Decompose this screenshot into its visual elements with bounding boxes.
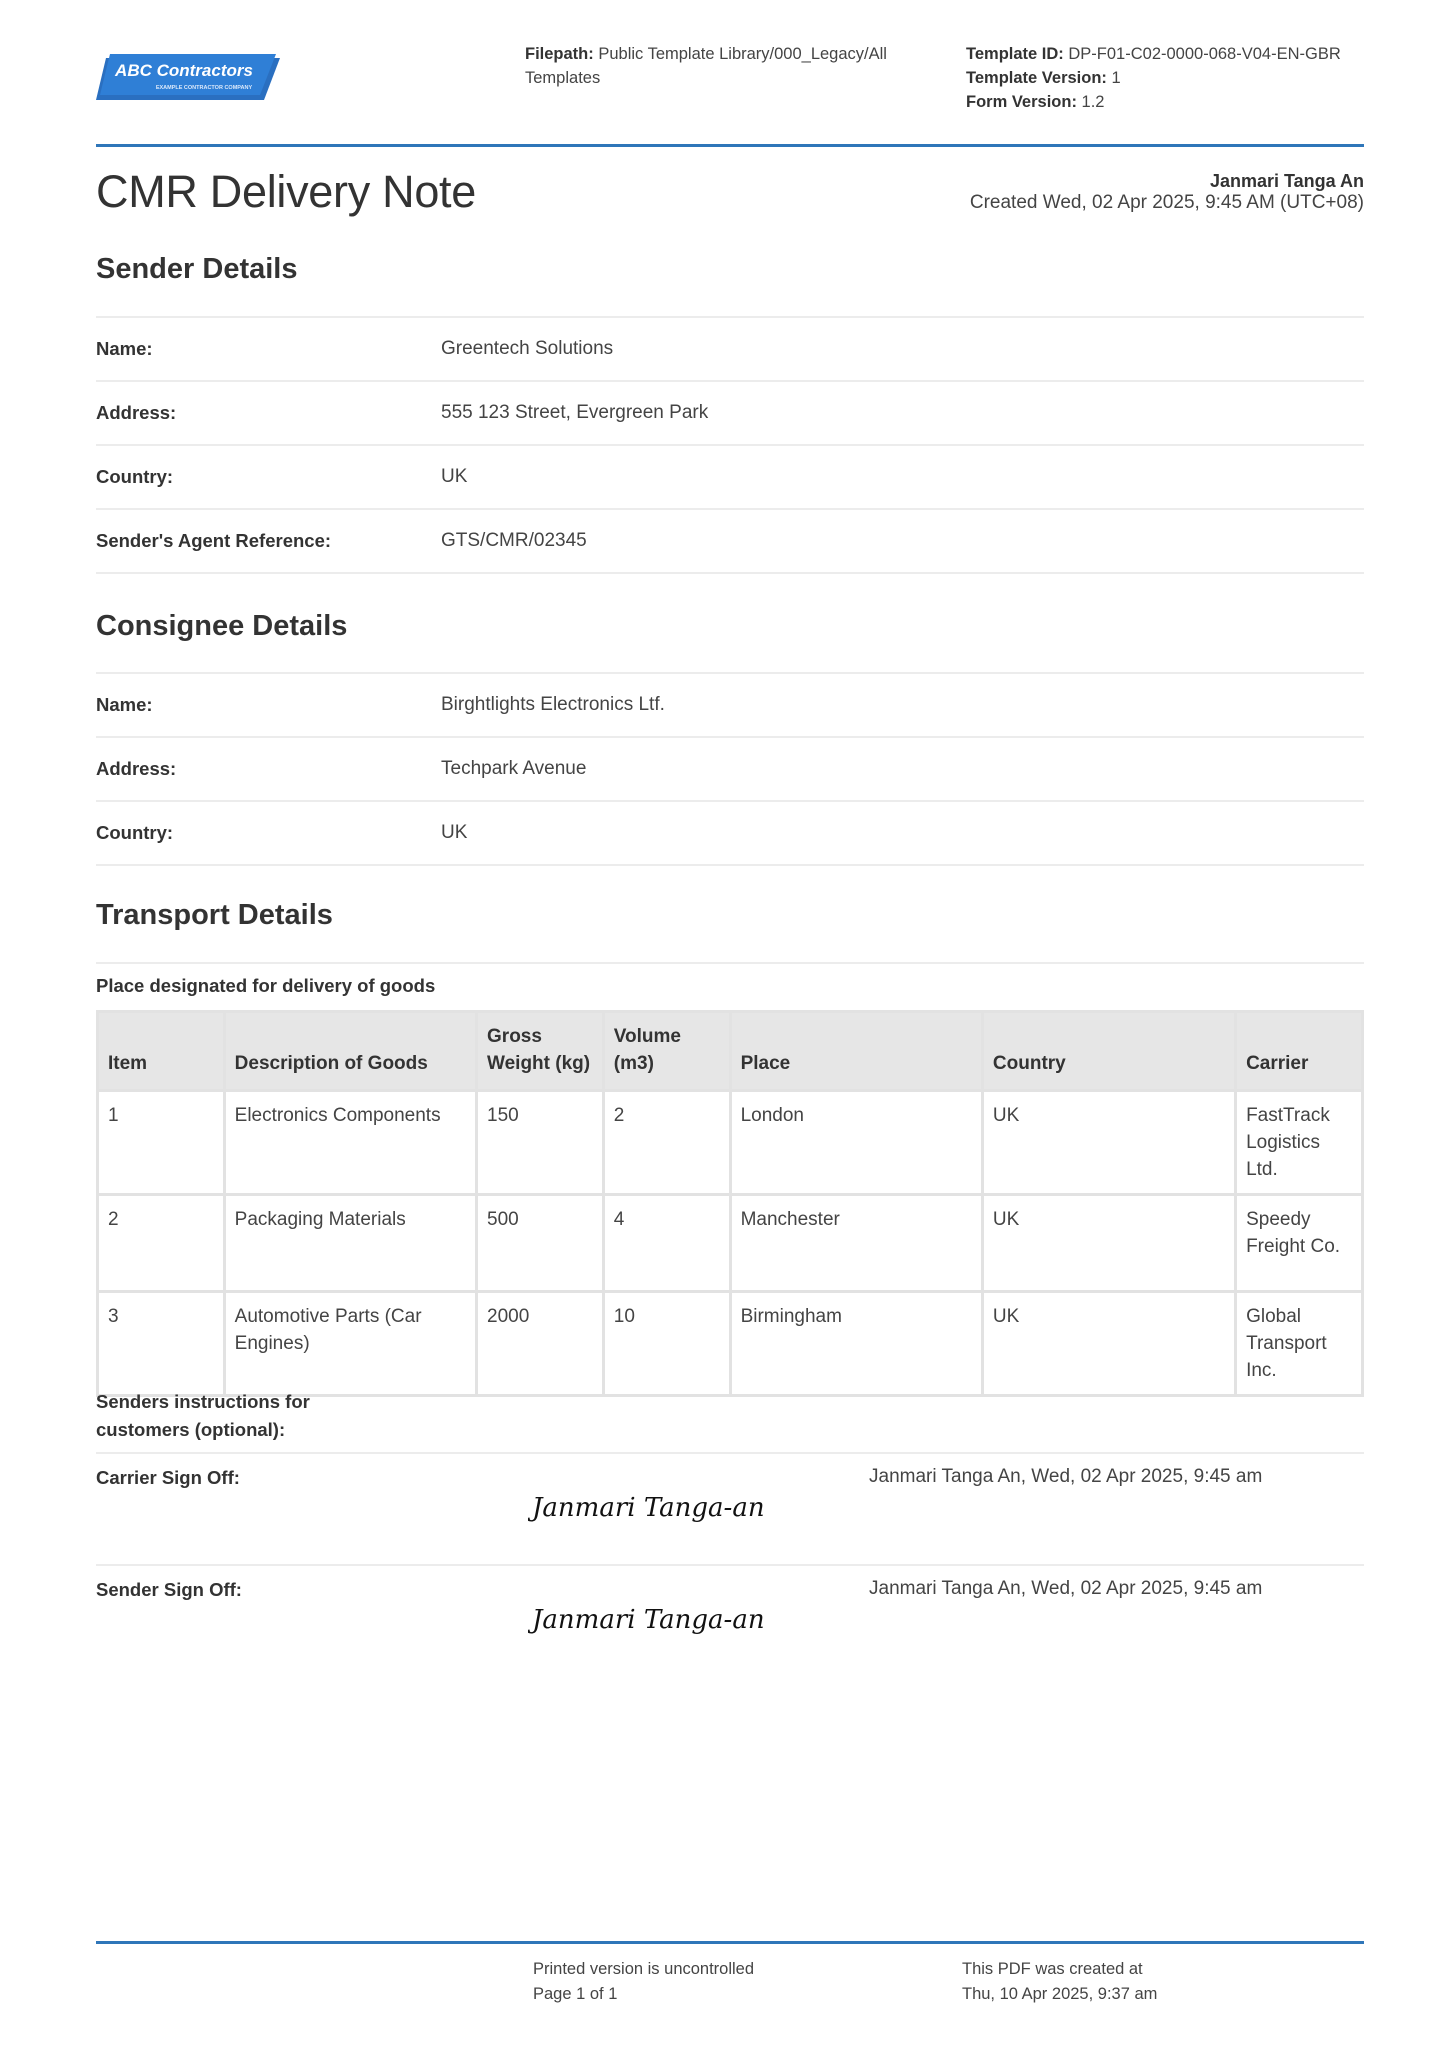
column-header-carrier: Carrier bbox=[1236, 1012, 1363, 1091]
author-name: Janmari Tanga An bbox=[1209, 171, 1364, 191]
goods-table-header bbox=[98, 1012, 1363, 1091]
cell-item: 2 bbox=[98, 1195, 225, 1292]
template-id-label: Template ID: bbox=[966, 45, 1064, 63]
column-header-description: Description of Goods bbox=[224, 1012, 476, 1091]
delivery-place-subheading: Place designated for delivery of goods bbox=[96, 975, 436, 996]
transport-divider bbox=[96, 962, 1364, 964]
column-header-place: Place bbox=[730, 1012, 982, 1091]
form-version-value: 1.2 bbox=[1081, 93, 1105, 111]
cell-carrier: FastTrack Logistics Ltd. bbox=[1236, 1091, 1363, 1195]
sender-heading: Sender Details bbox=[96, 253, 298, 285]
transport-heading: Transport Details bbox=[96, 899, 333, 931]
cell-description: Automotive Parts (Car Engines) bbox=[224, 1292, 476, 1396]
field-value: UK bbox=[441, 822, 468, 843]
cell-description: Electronics Components bbox=[224, 1091, 476, 1195]
sender-country-row bbox=[96, 444, 1364, 508]
table-row bbox=[98, 1091, 1363, 1195]
sender-signoff-meta: Janmari Tanga An, Wed, 02 Apr 2025, 9:45 am bbox=[869, 1578, 1263, 1599]
author-info bbox=[970, 170, 1364, 214]
table-row bbox=[98, 1195, 1363, 1292]
pdf-created-label: This PDF was created at bbox=[962, 1960, 1143, 1978]
cell-gross-weight: 150 bbox=[477, 1091, 604, 1195]
field-label: Country: bbox=[96, 822, 174, 843]
filepath-info bbox=[525, 42, 925, 90]
carrier-signoff-meta: Janmari Tanga An, Wed, 02 Apr 2025, 9:45 am bbox=[869, 1466, 1263, 1487]
header-divider bbox=[96, 144, 1364, 147]
cell-country: UK bbox=[982, 1195, 1235, 1292]
field-value: Greentech Solutions bbox=[441, 338, 614, 359]
cell-description: Packaging Materials bbox=[224, 1195, 476, 1292]
template-id-value: DP-F01-C02-0000-068-V04-EN-GBR bbox=[1068, 45, 1341, 63]
cell-place: Birmingham bbox=[730, 1292, 982, 1396]
field-value: 555 123 Street, Evergreen Park bbox=[441, 402, 709, 423]
consignee-address-row bbox=[96, 736, 1364, 800]
cell-volume: 2 bbox=[603, 1091, 730, 1195]
sender-signature bbox=[528, 1598, 788, 1654]
instructions-divider bbox=[96, 1452, 1364, 1454]
company-logo bbox=[96, 52, 280, 106]
svg-text:ABC Contractors: ABC Contractors bbox=[115, 61, 253, 80]
template-version-label: Template Version: bbox=[966, 69, 1107, 87]
field-value: GTS/CMR/02345 bbox=[441, 530, 587, 551]
field-value: Birghtlights Electronics Ltf. bbox=[441, 694, 665, 715]
template-version-value: 1 bbox=[1111, 69, 1121, 87]
page-title: CMR Delivery Note bbox=[96, 166, 476, 217]
logo-badge-icon bbox=[96, 52, 280, 106]
sender-name-row bbox=[96, 316, 1364, 380]
field-label: Sender's Agent Reference: bbox=[96, 530, 332, 551]
signature-icon bbox=[528, 1598, 788, 1654]
field-label: Country: bbox=[96, 466, 174, 487]
cell-country: UK bbox=[982, 1091, 1235, 1195]
footer-print-info bbox=[533, 1957, 754, 2007]
cell-volume: 4 bbox=[603, 1195, 730, 1292]
instructions-label: Senders instructions for customers (optional): bbox=[96, 1391, 310, 1440]
uncontrolled-notice: Printed version is uncontrolled bbox=[533, 1960, 755, 1978]
created-timestamp: Created Wed, 02 Apr 2025, 9:45 AM (UTC+08) bbox=[969, 192, 1364, 213]
column-header-country: Country bbox=[982, 1012, 1235, 1091]
page-number: Page 1 of 1 bbox=[533, 1985, 618, 2003]
pdf-created-value: Thu, 10 Apr 2025, 9:37 am bbox=[962, 1985, 1158, 2003]
column-header-gross-weight: Gross Weight (kg) bbox=[477, 1012, 604, 1091]
sender-signoff-label: Sender Sign Off: bbox=[96, 1579, 242, 1600]
cell-gross-weight: 500 bbox=[477, 1195, 604, 1292]
carrier-signature bbox=[528, 1486, 788, 1542]
sender-address-row bbox=[96, 380, 1364, 444]
cell-volume: 10 bbox=[603, 1292, 730, 1396]
cell-place: London bbox=[730, 1091, 982, 1195]
template-info bbox=[966, 42, 1366, 114]
form-version-label: Form Version: bbox=[966, 93, 1077, 111]
field-label: Address: bbox=[96, 402, 177, 423]
goods-table bbox=[96, 1010, 1364, 1397]
column-header-item: Item bbox=[98, 1012, 225, 1091]
cell-item: 1 bbox=[98, 1091, 225, 1195]
consignee-country-row bbox=[96, 800, 1364, 866]
consignee-heading: Consignee Details bbox=[96, 610, 348, 642]
field-value: UK bbox=[441, 466, 468, 487]
consignee-details-table bbox=[96, 672, 1364, 866]
svg-text:Janmari Tanga-an: Janmari Tanga-an bbox=[532, 1493, 765, 1523]
cell-carrier: Speedy Freight Co. bbox=[1236, 1195, 1363, 1292]
field-label: Address: bbox=[96, 758, 177, 779]
cell-country: UK bbox=[982, 1292, 1235, 1396]
consignee-name-row bbox=[96, 672, 1364, 736]
cell-gross-weight: 2000 bbox=[477, 1292, 604, 1396]
svg-text:EXAMPLE CONTRACTOR COMPANY: EXAMPLE CONTRACTOR COMPANY bbox=[155, 85, 253, 91]
carrier-signoff-label: Carrier Sign Off: bbox=[96, 1467, 240, 1488]
svg-text:Janmari Tanga-an: Janmari Tanga-an bbox=[532, 1605, 765, 1635]
footer-pdf-info bbox=[962, 1957, 1157, 2007]
field-value: Techpark Avenue bbox=[441, 758, 587, 779]
field-label: Name: bbox=[96, 694, 153, 715]
cell-place: Manchester bbox=[730, 1195, 982, 1292]
cell-item: 3 bbox=[98, 1292, 225, 1396]
cell-carrier: Global Transport Inc. bbox=[1236, 1292, 1363, 1396]
column-header-volume: Volume (m3) bbox=[603, 1012, 730, 1091]
table-row bbox=[98, 1292, 1363, 1396]
sender-details-table bbox=[96, 316, 1364, 574]
filepath-value: Public Template Library/000_Legacy/All Templates bbox=[525, 45, 887, 87]
field-label: Name: bbox=[96, 338, 153, 359]
signoff-divider bbox=[96, 1564, 1364, 1566]
signature-icon bbox=[528, 1486, 788, 1542]
sender-agent-reference-row bbox=[96, 508, 1364, 574]
filepath-label: Filepath: bbox=[525, 45, 594, 63]
footer-divider bbox=[96, 1941, 1364, 1944]
